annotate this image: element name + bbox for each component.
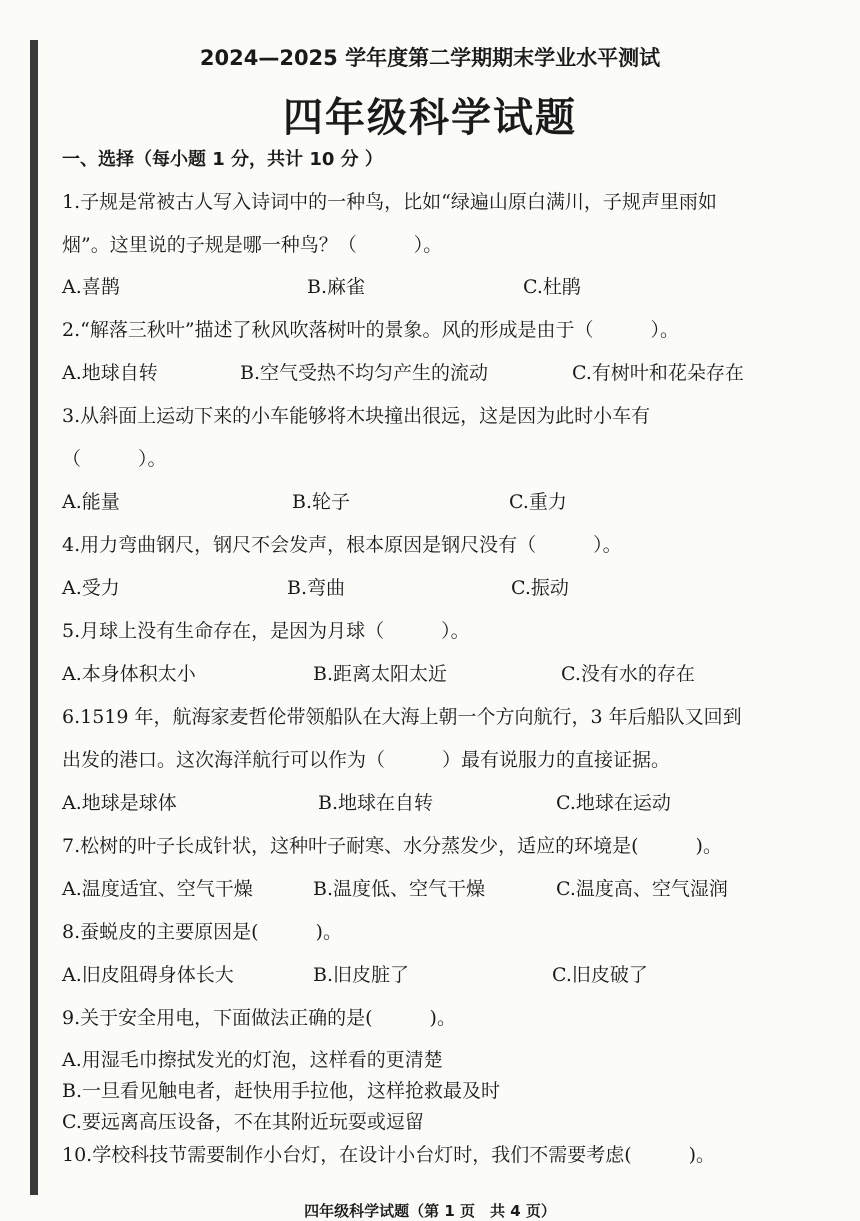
question-6-option-a: A.地球是球体 xyxy=(62,792,177,814)
question-2-option-b: B.空气受热不均匀产生的流动 xyxy=(240,362,489,384)
question-6-line-1: 6.1519 年，航海家麦哲伦带领船队在大海上朝一个方向航行，3 年后船队又回到 xyxy=(62,706,742,728)
question-9-line-1: 9.关于安全用电，下面做法正确的是( )。 xyxy=(62,1007,456,1029)
question-5-option-c: C.没有水的存在 xyxy=(561,663,695,685)
question-8-option-a: A.旧皮阻碍身体长大 xyxy=(62,964,234,986)
question-4-option-b: B.弯曲 xyxy=(287,577,346,599)
question-4-line-1: 4.用力弯曲钢尺，钢尺不会发声，根本原因是钢尺没有（ ）。 xyxy=(62,534,622,556)
binding-margin xyxy=(30,40,38,1195)
question-8-option-c: C.旧皮破了 xyxy=(552,964,648,986)
question-10-line-1: 10.学校科技节需要制作小台灯，在设计小台灯时，我们不需要考虑( )。 xyxy=(62,1144,716,1166)
question-8-option-b: B.旧皮脏了 xyxy=(313,964,410,986)
page-footer: 四年级科学试题（第 1 页 共 4 页） xyxy=(304,1202,556,1220)
question-8-line-1: 8.蚕蜕皮的主要原因是( )。 xyxy=(62,921,342,943)
question-5-option-a: A.本身体积太小 xyxy=(62,663,196,685)
question-7-option-a: A.温度适宜、空气干燥 xyxy=(62,878,253,900)
question-1-option-a: A.喜鹊 xyxy=(62,276,120,298)
question-7-option-c: C.温度高、空气湿润 xyxy=(556,878,728,900)
question-3-line-1: 3.从斜面上运动下来的小车能够将木块撞出很远，这是因为此时小车有 xyxy=(62,405,651,427)
exam-subtitle: 2024—2025 学年度第二学期期末学业水平测试 xyxy=(199,46,661,70)
question-1-line-1: 1.子规是常被古人写入诗词中的一种鸟，比如“绿遍山原白满川，子规声里雨如 xyxy=(62,191,717,213)
question-4-option-a: A.受力 xyxy=(62,577,120,599)
question-4-option-c: C.振动 xyxy=(511,577,569,599)
question-2-option-a: A.地球自转 xyxy=(62,362,158,384)
question-3-line-2: （ ）。 xyxy=(62,448,167,470)
question-6-option-b: B.地球在自转 xyxy=(318,792,434,814)
question-3-option-b: B.轮子 xyxy=(292,491,351,513)
question-9-option-c: C.要远离高压设备，不在其附近玩耍或逗留 xyxy=(62,1111,424,1133)
question-1-option-c: C.杜鹃 xyxy=(523,276,581,298)
question-1-option-b: B.麻雀 xyxy=(307,276,366,298)
question-6-option-c: C.地球在运动 xyxy=(556,792,671,814)
question-1-line-2: 烟”。这里说的子规是哪一种鸟？（ ）。 xyxy=(62,234,443,256)
question-7-line-1: 7.松树的叶子长成针状，这种叶子耐寒、水分蒸发少，适应的环境是( )。 xyxy=(62,835,722,857)
question-2-option-c: C.有树叶和花朵存在 xyxy=(572,362,744,384)
question-7-option-b: B.温度低、空气干燥 xyxy=(313,878,486,900)
question-3-option-c: C.重力 xyxy=(509,491,567,513)
section-heading: 一、选择（每小题 1 分，共计 10 分 ） xyxy=(62,149,383,170)
question-3-option-a: A.能量 xyxy=(62,491,120,513)
question-2-line-1: 2.“解落三秋叶”描述了秋风吹落树叶的景象。风的形成是由于（ ）。 xyxy=(62,319,680,341)
question-5-line-1: 5.月球上没有生命存在，是因为月球（ ）。 xyxy=(62,620,470,642)
question-6-line-2: 出发的港口。这次海洋航行可以作为（ ）最有说服力的直接证据。 xyxy=(62,749,671,771)
question-9-option-a: A.用湿毛巾擦拭发光的灯泡，这样看的更清楚 xyxy=(62,1049,443,1071)
exam-title: 四年级科学试题 xyxy=(283,95,577,141)
question-5-option-b: B.距离太阳太近 xyxy=(313,663,448,685)
question-9-option-b: B.一旦看见触电者，赶快用手拉他，这样抢救最及时 xyxy=(62,1080,501,1102)
